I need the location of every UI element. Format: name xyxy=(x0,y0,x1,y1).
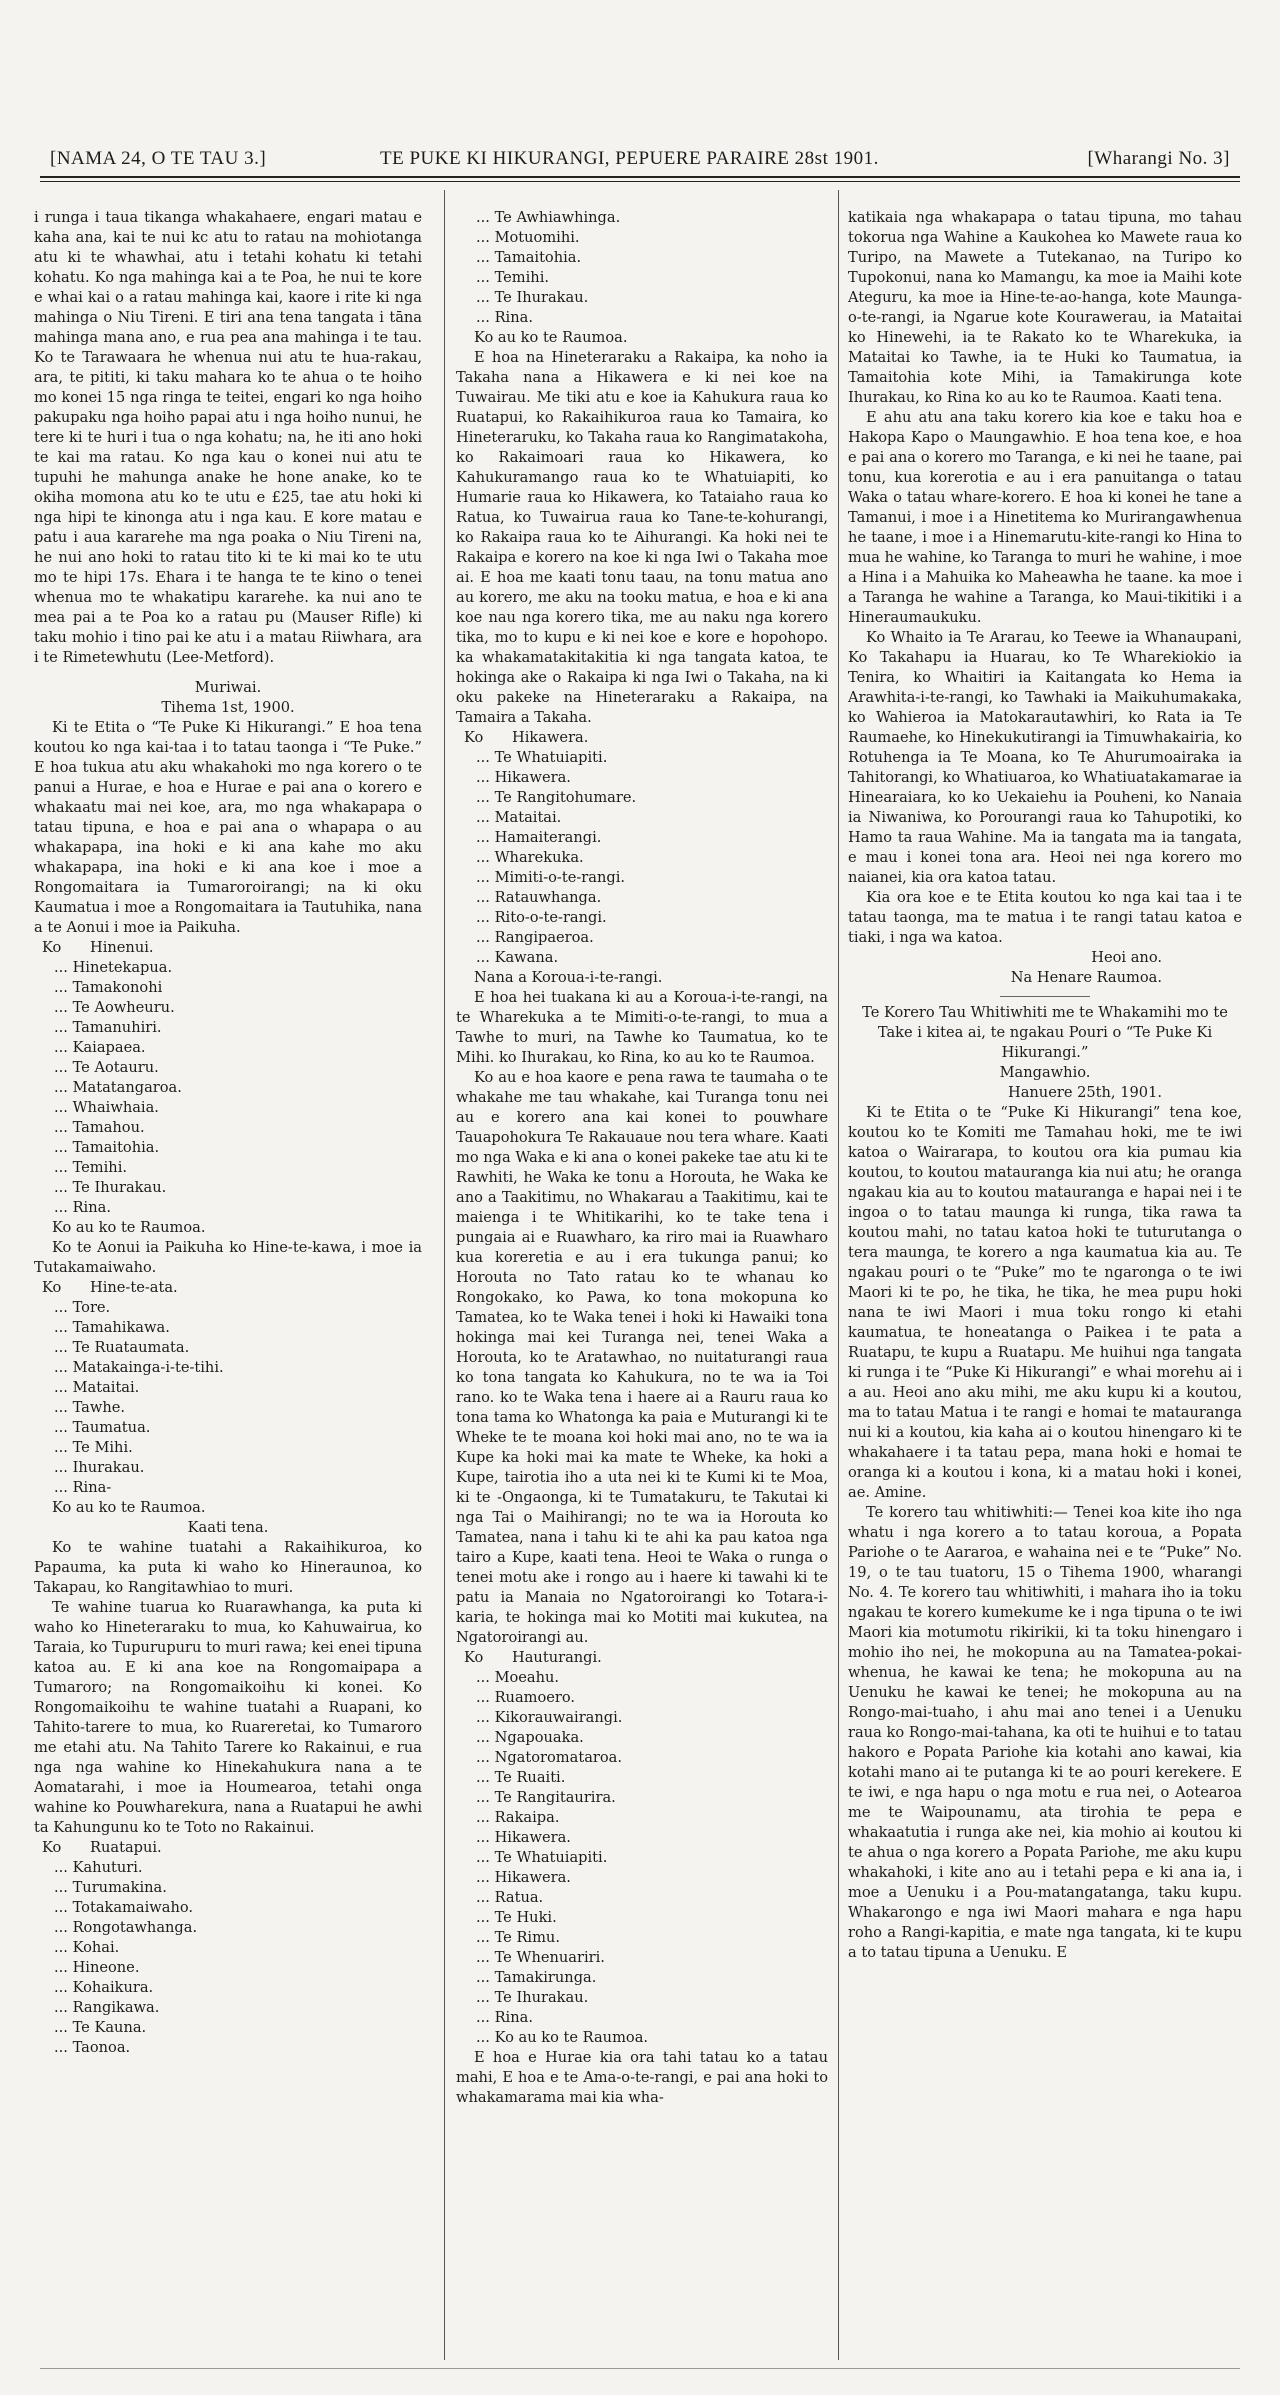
paragraph: Ko Whaito ia Te Ararau, ko Teewe ia Whanaupani, Ko Takahapu ia Huarau, ko Te Wharekiokio ia Tenira, ko Whaitiri ia Kaitangata ko Hema ia Arawhita-i-te-rangi, ko Tawhaki ia Maikuhumakaka, ko Wahieroa ia Matokarautawhiri, ko Rata ia Te Raumaehe, ko Hinekukutirangi ia Timuwhakairia, ko Rotuhenga ia Te Moana, ko Te Ahurumoairaka ia Tahitorangi, ko Whatiuaroa, ko Whatiuatakamarae ia Hinearaiara, ko ko Uekaiehu ia Pouheni, ko Nanaia ia Niwaniwa, ko Porourangi raua ko Tahupotiki, ko Hamo ta raua Wahine. Ma ia tangata ma ia tangata, e mau i konei tona ara. Heoi nei nga korero mo naianei, kia ora katoa tatau. xyxy=(848,629,1242,886)
list-item: ... Te Ihurakau. xyxy=(456,1988,828,2008)
paragraph: Ko te wahine tuatahi a Rakaihikuroa, ko Papauma, ka puta ki waho ko Hineraunoa, ko Takapau, ko Rangitawhiao to muri. xyxy=(34,1539,422,1596)
genealogy-end: Ko au ko te Raumoa. xyxy=(52,1219,206,1236)
paragraph: Te korero tau whitiwhiti:— Tenei koa kite iho nga whatu i nga korero a to tatau koroua, a Popata Pariohe o te Aararoa, e wahaina nei e te “Puke” No. 19, o te tau tuatoru, 15 o Tihema 1900, wharangi No. 4. Te korero tau whitiwhiti, i mahara iho ia toku ngakau te korero kumekume ke i nga tipuna o te iwi Maori kia motumotu rikirikii, ki ta toku hinengaro i mohio iho nei, he mokopuna au na Tamatea-pokai-whenua, he kawai ke tena; he mokopuna au na Uenuku he kawai ke tenei; he mokopuna au na Rongo-mai-tuaho, i ahu mai ano tenei i a Uenuku raua ko Rongo-mai-tahana, ka oti te huihui e to tatau hakoro e Popata Pariohe kia kotahi ano kawai, kia kotahi mano ai te putanga ki te ao pouri kerekere. E te iwi, e nga hapu o nga motu e rua nei, o Aotearoa me te Waipounamu, ata tirohia te pepa e whakaatutia i runga ake nei, kia mohio ai koutou ki te ahua o nga korero a Popata Pariohe, me aku kupu whakahoki, i kite ano au i tetahi pepa e ki ana ia, i moe a Uenuku i a Pou-matangatanga, taku kupu. Whakarongo e nga iwi Maori mahara e nga hapu roho a Rangi-kapitia, e mate nga tangata, ki te kupu a to tatau tipuna a Uenuku. E xyxy=(848,1504,1242,1961)
letter-place: Mangawhio. xyxy=(999,1064,1091,1081)
list-item: ... Ratauwhanga. xyxy=(456,888,828,908)
list-item: ... Mimiti-o-te-rangi. xyxy=(456,868,828,888)
paragraph: Ki te Etita o te “Puke Ki Hikurangi” tena koe, koutou ko te Komiti me Tamahau hoki, me te iwi katoa o Wairarapa, to koutou ora kia pumau kia koutou, to koutou matauranga kia nui atu; he oranga ngakau kia au to koutou matauranga e hapai nei i te ingoa o to tatau maunga ki runga, tika rawa ta koutou mahi, no tatau katoa hoki te tuturutanga o tera maunga, te korero a nga kaumatua kia au. Te ngakau pouri o te “Puke” mo te ngaronga o te iwi Maori ki te po, he tika, he tika, he mea pupu hoki nana te iwi Maori i mua toku rongo ki etahi kaumatua, te honeatanga o Paikea i te pata a Ruatapu, te kupu a Ruatapu. Me huihui nga tangata ki runga i te “Puke Ki Hikurangi” e whai morehu ai i a au. Heoi ano aku mihi, me aku kupu ki a koutou, ma to tatau Matua i te rangi e homai te matauranga nui ki a koutou, kia kaha ai o koutou hinengaro ki te whakahaere i ta tatau pepa, mana hoki e homai te oranga ki a koutou i kona, ki a matau hoki i konei, ae. Amine. xyxy=(848,1104,1242,1501)
list-item: ... Motuomihi. xyxy=(456,228,828,248)
list-item: ... Hikawera. xyxy=(456,1868,828,1888)
list-item: ... Te Kauna. xyxy=(34,2018,422,2038)
list-item: ... Tamakonohi xyxy=(34,978,422,998)
list-item: ... Te Huki. xyxy=(456,1908,828,1928)
list-item: ... Taonoa. xyxy=(34,2038,422,2058)
list-item: ... Tamakirunga. xyxy=(456,1968,828,1988)
list-item: ... Rina. xyxy=(456,2008,828,2028)
list-item: ... Kohai. xyxy=(34,1938,422,1958)
paragraph: E hoa e Hurae kia ora tahi tatau ko a tatau mahi, E hoa e te Ama-o-te-rangi, e pai ana hoki to whakamarama mai kia wha- xyxy=(456,2049,828,2106)
list-item: ... Kawana. xyxy=(456,948,828,968)
genealogy-list xyxy=(34,958,422,1218)
list-item: ... Rangipaeroa. xyxy=(456,928,828,948)
list-item: ... Tore. xyxy=(34,1298,422,1318)
list-item: ... Te Rangitaurira. xyxy=(456,1788,828,1808)
paragraph: i runga i taua tikanga whakahaere, engari matau e kaha ana, kai te nui kc atu to ratau na mohiotanga atu ki te whawhai, atu i tetahi kohatu ki tetahi kohatu. Ko nga mahinga kai a te Poa, he nui te kore e whai kai o a ratau mahinga kai, kaore i rite ki nga mahinga o Niu Tireni. E tiri ana tena tangata i tāna mahinga mana ano, e rua pea ana mahinga i te tau. Ko te Tarawaara he whenua nui atu te hua-rakau, ara, te pititi, ki taku mahara ko te ahua o te hoiho mo konei 15 nga ringa te teitei, engari ko nga hoiho pakupaku nga hoiho papai atu i nga hoiho nunui, he tere ki te huri i tua o nga kohatu; na, he iti ano hoki te kai ma ratau. Ko nga kau o konei nui atu te tupuhi he mahunga anake he hone anake, ko te okiha momona atu ko te utu e £25, tae atu hoki ki nga hipi te kinonga atu i nga kau. E kore matau e patu i aua kararehe ma nga poaka o Niu Tireni na, he nui ano hoki to ratau tito ki te ki mai ko te utu mo te hipi 17s. Ehara i te hanga te te kino o tenei whenua mo te whakatipu kararehe. ka nui ano te mea pai a te Poa ko a ratau pu (Mauser Rifle) ki taku mohio i tino pai ke atu i a matau Riiwhara, ara i te Rimetewhutu (Lee-Metford). xyxy=(34,209,422,666)
list-item: ... Tamahikawa. xyxy=(34,1318,422,1338)
section-title: Muriwai. xyxy=(194,679,262,696)
list-item: ... Ruamoero. xyxy=(456,1688,828,1708)
genealogy-head: Ko Hine-te-ata. xyxy=(42,1279,178,1296)
list-item: ... Te Whenuariri. xyxy=(456,1948,828,1968)
column-3 xyxy=(848,208,1242,2358)
genealogy-head: Ko Hikawera. xyxy=(464,729,589,746)
list-item: ... Tamaitohia. xyxy=(456,248,828,268)
list-item: ... Matakainga-i-te-tihi. xyxy=(34,1358,422,1378)
footer-rule xyxy=(40,2368,1240,2369)
letter-date: Tihema 1st, 1900. xyxy=(161,699,295,716)
genealogy-list xyxy=(456,208,828,328)
genealogy-list xyxy=(456,748,828,968)
letter-date: Hanuere 25th, 1901. xyxy=(1007,1084,1162,1101)
list-item: ... Hamaiterangi. xyxy=(456,828,828,848)
page-number: [Wharangi No. 3] xyxy=(1087,148,1230,169)
list-item: ... Taumatua. xyxy=(34,1418,422,1438)
section-rule xyxy=(1000,996,1090,997)
list-item: ... Wharekuka. xyxy=(456,848,828,868)
section-note: Kaati tena. xyxy=(187,1519,269,1536)
list-item: ... Rina. xyxy=(34,1198,422,1218)
column-divider xyxy=(444,190,445,2360)
list-item: ... Hineone. xyxy=(34,1958,422,1978)
list-item: ... Rito-o-te-rangi. xyxy=(456,908,828,928)
list-item: ... Te Whatuiapiti. xyxy=(456,748,828,768)
paragraph: E hoa na Hineteraraku a Rakaipa, ka noho ia Takaha nana a Hikawera e ki nei koe na Tuwairau. Me tiki atu e koe ia Kahukura raua ko Ruatapui, ko Rakaihikuroa raua ko Tamaira, ko Hineteraruku, ko Takaha raua ko Rangimatakoha, ko Rakaimoari raua ko Hikawera, ko Kahukuramango raua ko te Whatuiapiti, ko Humarie raua ko Hikawera, ko Tataiaho raua ko Ratua, ko Tuwairua raua ko Tane-te-kohurangi, ko Rakaipa raua ko te Aihurangi. Ka hoki nei te Rakaipa e korero na koe ki nga Iwi o Takaha moe ai. E hoa me kaati tonu taau, na tonu matua ano au korero, me aku na tooku matua, e hoa e ki ana koe nau nga korero tika, me au naku nga korero tika, mo to kupu e ki nei koe e kore e hopohopo. ka whakamatakitakitia ki nga tangata katoa, te hokinga ake o Rakaipa ki nga Iwi o Takaha, na ki oku pakeke na Hineteraraku a Rakaipa, na Tamaira a Takaha. xyxy=(456,349,828,726)
column-2 xyxy=(456,208,828,2358)
list-item: ... Te Ihurakau. xyxy=(34,1178,422,1198)
paragraph: Ko te Aonui ia Paikuha ko Hine-te-kawa, i moe ia Tutakamaiwaho. xyxy=(34,1239,422,1276)
list-item: ... Te Ihurakau. xyxy=(456,288,828,308)
list-item: ... Hikawera. xyxy=(456,768,828,788)
list-item: ... Rakaipa. xyxy=(456,1808,828,1828)
list-item: ... Ngapouaka. xyxy=(456,1728,828,1748)
list-item: ... Ngatoromataroa. xyxy=(456,1748,828,1768)
list-item: ... Te Whatuiapiti. xyxy=(456,1848,828,1868)
header-rule-thin xyxy=(40,181,1240,182)
list-item: ... Rongotawhanga. xyxy=(34,1918,422,1938)
list-item: ... Te Aowheuru. xyxy=(34,998,422,1018)
paragraph: Kia ora koe e te Etita koutou ko nga kai taa i te tatau taonga, ma te matua i te rangi tatau katoa e tiaki, i nga wa katoa. xyxy=(848,889,1242,946)
list-item: ... Kaiapaea. xyxy=(34,1038,422,1058)
list-item: ... Mataitai. xyxy=(34,1378,422,1398)
list-item: ... Kahuturi. xyxy=(34,1858,422,1878)
list-item: ... Tamahou. xyxy=(34,1118,422,1138)
list-item: ... Turumakina. xyxy=(34,1878,422,1898)
list-item: ... Matatangaroa. xyxy=(34,1078,422,1098)
genealogy-head: Ko Ruatapui. xyxy=(42,1839,162,1856)
article-title: Te Korero Tau Whitiwhiti me te Whakamihi mo te Take i kitea ai, te ngakau Pouri o “Te Puke Ki Hikurangi.” xyxy=(862,1004,1228,1061)
list-item: ... Kikorauwairangi. xyxy=(456,1708,828,1728)
paragraph: Ko au e hoa kaore e pena rawa te taumaha o te whakahe me tau whakahe, kai Turanga tonu nei au e korero ana kai konei to pouwhare Tauapohokura Te Rakauaue nou tera whare. Kaati mo nga Waka e ki ana o konei pakeke tae atu ki te Rawhiti, he Waka ke tonu a Horouta, he Waka ke ano a Taakitimu, no Whakarau a Taakitimu, kai te maienga i te Whitikarihi, ko te take tena i pungaia ai e Ruawharo, ka riro mai ia Ruawharo kua koreretia e au i era tukunga panui; ko Horouta no Tato ratau ko te whanau ko Rongokako, ko Pawa, ko tona mokopuna ko Tamatea, ko te Waka tenei i hoki ki Hawaiki tona hokinga mai kei Turanga nei, tenei Waka a Horouta, ko te Aratawhao, no nuitaturangi raua ko tona tangata ko Kahukura, no te wa ia Toi rano. ko te Waka tena i haere ai a Rauru raua ko tona tama ko Whatonga ka paia e Muturangi ki te Wheke te te moana koi hoki mai ano, no te wa ia Kupe ka hoki mai ka mate te Wheke, ka hoki a Kupe, tairotia iho a uta nei ki te Kumi ki te Moa, ki te -Ongaonga, ki te Tumatakuru, te Takutai ki nga Tai o Maihirangi; no te wa ia Horouta ko Tamatea, nana i tahu ki te ahi ka pau katoa nga tairo a Kupe, kaati tena. Heoi te Waka o runga o tenei motu ake i rongo au i haere ki tawahi ki te patu ia Manaia no Ngatoroirangi ko Totara-i-karia, te hokinga mai ko Motiti mai kukutea, na Ngatoroirangi au. xyxy=(456,1069,828,1646)
list-item: ... Ratua. xyxy=(456,1888,828,1908)
signature-name: Na Henare Raumoa. xyxy=(1010,969,1162,986)
list-item: ... Te Ruaiti. xyxy=(456,1768,828,1788)
page-header xyxy=(50,140,1230,176)
list-item: ... Te Aotauru. xyxy=(34,1058,422,1078)
list-item: ... Ihurakau. xyxy=(34,1458,422,1478)
paragraph: Te wahine tuarua ko Ruarawhanga, ka puta ki waho ko Hineteraraku to mua, ko Kahuwairua, ko Taraia, ko Tupurupuru to muri rawa; kei enei tipuna katoa au. E ki ana koe na Rongomaipapa a Tumaroro; na Rongomaikoihu ki konei. Ko Rongomaikoihu te wahine tuatahi a Ruapani, ko Tahito-tarere to mua, ko Ruareretai, ko Tumaroro me etahi atu. Na Tahito Tarere ko Rakainui, e rua nga nga wahine ko Hinekahukura nana a te Aomatarahi, i moe ia Houmearoa, tetahi onga wahine ko Pouwharekura, nana a Ruatapui he awhi ta Kahungunu ko te Toto no Rakainui. xyxy=(34,1599,422,1836)
list-item: ... Ko au ko te Raumoa. xyxy=(456,2028,828,2048)
genealogy-head: Ko Hauturangi. xyxy=(464,1649,602,1666)
paragraph: E hoa hei tuakana ki au a Koroua-i-te-rangi, na te Wharekuka a te Mimiti-o-te-rangi, to mua a Tawhe to muri, na Tawhe ko Taumatua, ko te Mihi. ko Ihurakau, ko Rina, ko au ko te Raumoa. xyxy=(456,989,828,1066)
list-item: ... Rangikawa. xyxy=(34,1998,422,2018)
list-item: ... Temihi. xyxy=(456,268,828,288)
genealogy-end: Ko au ko te Raumoa. xyxy=(474,329,628,346)
list-item: ... Hikawera. xyxy=(456,1828,828,1848)
genealogy-list xyxy=(456,1668,828,2048)
list-item: ... Kohaikura. xyxy=(34,1978,422,1998)
masthead-title: TE PUKE KI HIKURANGI, PEPUERE PARAIRE 28st 1901. xyxy=(380,148,879,169)
list-item: ... Whaiwhaia. xyxy=(34,1098,422,1118)
list-item: ... Te Rangitohumare. xyxy=(456,788,828,808)
column-divider xyxy=(838,190,839,2360)
list-item: ... Totakamaiwaho. xyxy=(34,1898,422,1918)
issue-number: [NAMA 24, O TE TAU 3.] xyxy=(50,148,267,169)
column-1 xyxy=(34,208,422,2358)
list-item: ... Hinetekapua. xyxy=(34,958,422,978)
list-item: ... Rina- xyxy=(34,1478,422,1498)
genealogy-head: Ko Hinenui. xyxy=(42,939,154,956)
paragraph: Ki te Etita o “Te Puke Ki Hikurangi.” E hoa tena koutou ko nga kai-taa i to tatau taonga i “Te Puke.” E hoa tukua atu aku whakahoki mo nga korero o te panui a Hurae, e hoa e Hurae e pai ana o korero e whakaatu mai nei koe, ara, mo nga whakapapa o tatau tipuna, e hoa e pai ana o whapapa o au whakapapa, ina hoki e ki ana kahe mo aku whakapapa, ina hoki e ki ana koe i moe a Rongomaitara ia Tumaroroirangi; na ki oku Kaumatua i moe a Rongomaitara ia Tautuhika, nana a te Aonui i moe ia Paikuha. xyxy=(34,719,422,936)
paragraph: katikaia nga whakapapa o tatau tipuna, mo tahau tokorua nga Wahine a Kaukohea ko Mawete raua ko Turipo, na Mawete a Tutekanao, na Turipo ko Tupokonui, nana ko Mamangu, ka moe ia Maihi kote Ateguru, ka moe ia Hine-te-ao-hanga, kote Maunga-o-te-rangi, ia Ngarue kote Kourawerau, ia Mataitai ko Hinewehi, ia te Rakato ko te Wharekuka, ia Mataitai ko Tawhe, ia te Huki ko Taumatua, ia Tamaitohia kote Mihi, ia Tamakirunga kote Ihurakau, ko Rina ko au ko te Raumoa. Kaati tena. xyxy=(848,209,1242,406)
list-item: ... Tawhe. xyxy=(34,1398,422,1418)
list-item: ... Tamaitohia. xyxy=(34,1138,422,1158)
list-item: ... Rina. xyxy=(456,308,828,328)
paragraph: E ahu atu ana taku korero kia koe e taku hoa e Hakopa Kapo o Maungawhio. E hoa tena koe, e hoa e pai ana o korero mo Taranga, e ki nei he taane, pai tonu, kua korerotia e au i era panuitanga o tatau Waka o tatau whare-korero. E hoa ki konei he tane a Tamanui, i moe i a Hinetitema ko Murirangawhenua he taane, i moe i a Hinemarutu-kite-rangi ko Hina to mua he wahine, ko Taranga to muri he wahine, i moe a Hina i a Mahuika ko Maheawha he taane. ka moe i a Taranga he wahine a Taranga, ko Maui-tikitiki i a Hineraumaukuku. xyxy=(848,409,1242,626)
genealogy-end: Ko au ko te Raumoa. xyxy=(52,1499,206,1516)
genealogy-list xyxy=(34,1858,422,2058)
genealogy-end: Nana a Koroua-i-te-rangi. xyxy=(474,969,663,986)
list-item: ... Tamanuhiri. xyxy=(34,1018,422,1038)
list-item: ... Te Rimu. xyxy=(456,1928,828,1948)
genealogy-list xyxy=(34,1298,422,1498)
list-item: ... Te Ruataumata. xyxy=(34,1338,422,1358)
list-item: ... Mataitai. xyxy=(456,808,828,828)
list-item: ... Moeahu. xyxy=(456,1668,828,1688)
signoff: Heoi ano. xyxy=(1091,949,1162,966)
list-item: ... Te Mihi. xyxy=(34,1438,422,1458)
header-rule-thick xyxy=(40,176,1240,178)
list-item: ... Temihi. xyxy=(34,1158,422,1178)
list-item: ... Te Awhiawhinga. xyxy=(456,208,828,228)
